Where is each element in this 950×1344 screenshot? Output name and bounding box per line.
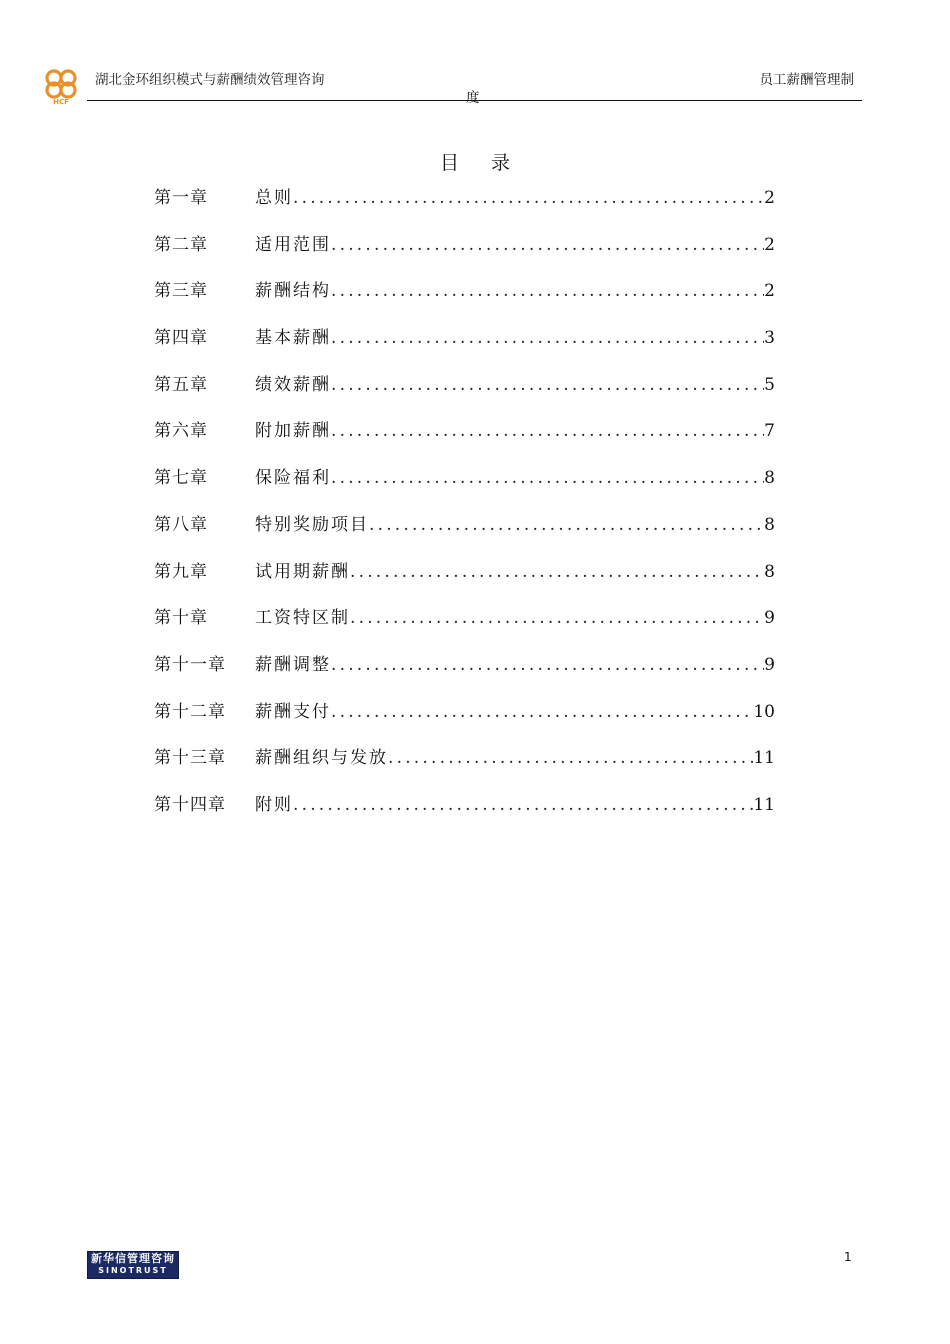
toc-leader [331, 655, 764, 675]
toc-leader [331, 281, 764, 301]
header-company: 湖北金环组织模式与薪酬绩效管理咨询 [95, 72, 325, 88]
toc-page: 11 [753, 794, 775, 815]
footer-logo-en: SINOTRUST [98, 1266, 168, 1275]
toc-page: 8 [764, 561, 775, 582]
toc-page: 11 [753, 748, 775, 769]
toc-item[interactable] [154, 463, 775, 510]
toc-page: 3 [764, 328, 775, 349]
toc-label: 附则 [255, 794, 293, 815]
toc-page: 8 [764, 514, 775, 535]
toc-item[interactable] [154, 697, 775, 744]
toc-chapter: 第八章 [154, 514, 208, 535]
toc-item[interactable] [154, 230, 775, 277]
toc-label: 特别奖励项目 [255, 514, 369, 535]
sinotrust-logo [87, 1251, 179, 1279]
toc-item[interactable] [154, 603, 775, 650]
toc-leader [331, 328, 764, 348]
toc-page: 2 [764, 281, 775, 302]
toc-page: 10 [753, 701, 775, 722]
toc-chapter: 第十二章 [154, 701, 226, 722]
toc-label: 工资特区制 [255, 608, 350, 629]
toc-leader [331, 468, 764, 488]
toc-chapter: 第七章 [154, 468, 208, 489]
toc-leader [331, 421, 764, 441]
toc-chapter: 第一章 [154, 188, 208, 208]
toc-chapter: 第十章 [154, 608, 208, 629]
toc-label: 薪酬结构 [255, 281, 331, 302]
hcf-logo-text: HCF [53, 98, 69, 106]
toc-item[interactable] [154, 370, 775, 417]
toc-label: 总则 [255, 188, 293, 208]
toc-chapter: 第十一章 [154, 654, 226, 675]
toc-item[interactable] [154, 743, 775, 790]
toc-label: 薪酬支付 [255, 701, 331, 722]
toc-page: 8 [764, 468, 775, 489]
toc-item[interactable] [154, 323, 775, 370]
footer-logo-cn: 新华信管理咨询 [91, 1252, 175, 1265]
toc-chapter: 第四章 [154, 328, 208, 349]
toc-leader [293, 795, 753, 815]
toc-page: 2 [764, 234, 775, 255]
toc-item[interactable] [154, 183, 775, 230]
toc-item[interactable] [154, 650, 775, 697]
toc-chapter: 第十三章 [154, 748, 226, 769]
toc-label: 绩效薪酬 [255, 374, 331, 395]
toc-item[interactable] [154, 510, 775, 557]
header-divider [87, 100, 862, 101]
toc-label: 适用范围 [255, 234, 331, 255]
toc-page: 5 [764, 374, 775, 395]
header-doc-title-cont: 度 [466, 90, 480, 106]
toc-leader [293, 188, 764, 208]
toc-leader [388, 748, 753, 768]
toc-page: 2 [764, 188, 775, 208]
hcf-logo-icon [40, 66, 82, 106]
toc-chapter: 第十四章 [154, 794, 226, 815]
toc-item[interactable] [154, 276, 775, 323]
toc-page: 9 [764, 608, 775, 629]
toc-item[interactable] [154, 790, 775, 837]
toc-item[interactable] [154, 557, 775, 604]
toc-chapter: 第二章 [154, 234, 208, 255]
toc-page: 7 [764, 421, 775, 442]
toc-title: 目录 [439, 152, 542, 174]
toc-label: 基本薪酬 [255, 328, 331, 349]
table-of-contents [154, 183, 775, 837]
header-doc-title: 员工薪酬管理制 [759, 72, 854, 88]
page-number: 1 [844, 1250, 852, 1264]
toc-leader [350, 608, 764, 628]
toc-leader [350, 562, 764, 582]
toc-page: 9 [764, 654, 775, 675]
toc-label: 保险福利 [255, 468, 331, 489]
toc-item[interactable] [154, 416, 775, 463]
toc-chapter: 第六章 [154, 421, 208, 442]
toc-leader [331, 375, 764, 395]
toc-chapter: 第五章 [154, 374, 208, 395]
toc-chapter: 第三章 [154, 281, 208, 302]
toc-label: 薪酬组织与发放 [255, 748, 388, 769]
toc-leader [331, 702, 753, 722]
toc-label: 附加薪酬 [255, 421, 331, 442]
toc-leader [331, 235, 764, 255]
toc-leader [369, 515, 764, 535]
toc-label: 试用期薪酬 [255, 561, 350, 582]
toc-chapter: 第九章 [154, 561, 208, 582]
toc-label: 薪酬调整 [255, 654, 331, 675]
